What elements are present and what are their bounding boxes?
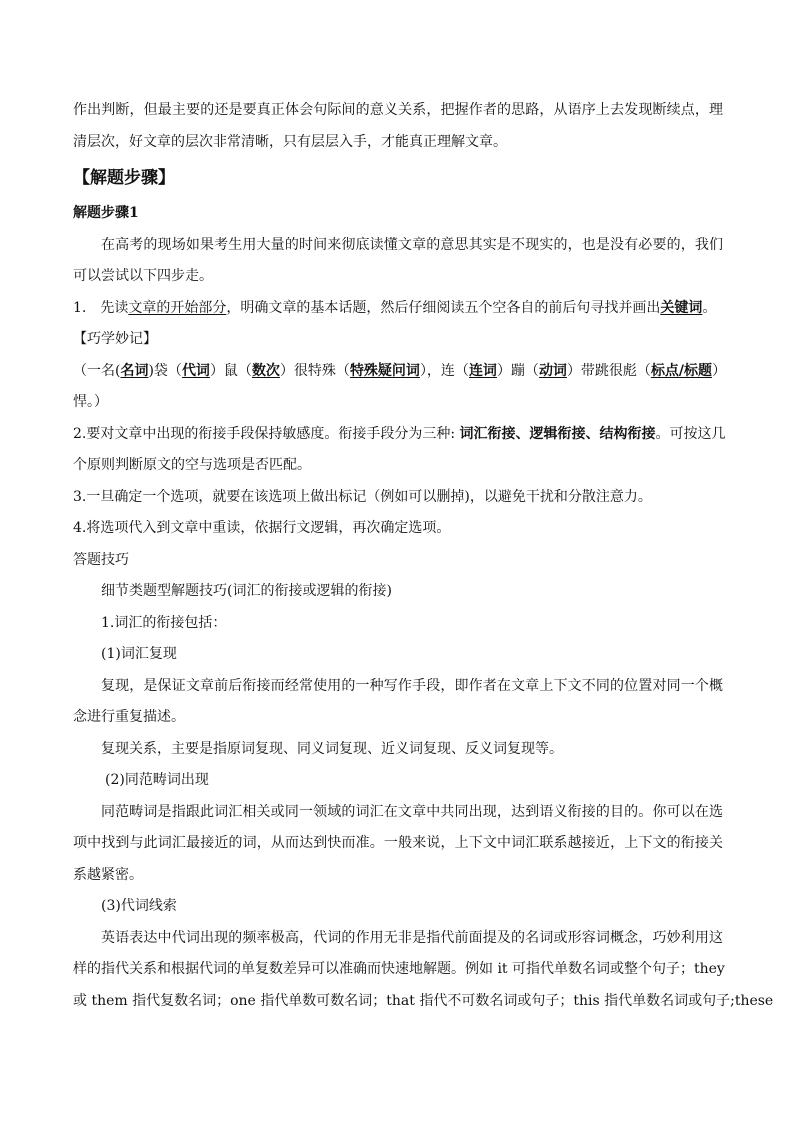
sub3-line-1: 英语表达中代词出现的频率极高，代词的作用无非是指代前面提及的名词或形容词概念，巧妙利用这 xyxy=(101,929,723,946)
mnemonic-key-5: 连词 xyxy=(468,362,497,379)
item-1 xyxy=(73,293,723,325)
mnemonic-seg-8: ） xyxy=(712,362,727,379)
mnemonic-seg-2: )袋（ xyxy=(148,362,182,379)
item-2-line-2: 个原则判断原文的空与选项是否匹配。 xyxy=(73,457,311,473)
document-page xyxy=(73,95,774,1017)
mnemonic-seg-1: （一名( xyxy=(73,362,121,379)
intro-line-2: 清层次，好文章的层次非常清晰，只有层层入手，才能真正理解文章。 xyxy=(73,133,507,150)
item-4: 4.将选项代入到文章中重读，依据行文逻辑，再次确定选项。 xyxy=(73,520,451,536)
para1-line-1: 在高考的现场如果考生用大量的时间来彻底读懂文章的意思其实是不现实的，也是没有必要的，我们 xyxy=(101,236,723,253)
mnemonic-seg-5: ），连（ xyxy=(419,362,469,379)
sub1-para1-line-1: 复现，是保证文章前后衔接而经常使用的一种写作手段，即作者在文章上下文不同的位置对同一个概 xyxy=(101,677,723,694)
item-1-underline-2: 关键词 xyxy=(660,299,703,316)
mnemonic-key-1: 名词 xyxy=(120,362,149,379)
lexical-intro: 1.词汇的衔接包括： xyxy=(101,614,227,631)
item-1-end: 。 xyxy=(702,299,717,316)
item-2-bold: 词汇衔接、逻辑衔接、结构衔接 xyxy=(459,425,656,442)
sub3-title: (3)代词线索 xyxy=(101,898,177,914)
item-1-mid: ，明确文章的基本话题，然后仔细阅读五个空各自的前后句寻找并画出 xyxy=(226,299,661,316)
item-3: 3.一旦确定一个选项，就要在该选项上做出标记（例如可以删掉)，以避免干扰和分散注意力。 xyxy=(73,488,652,505)
mnemonic-seg-4: ）很特殊（ xyxy=(279,362,350,379)
sub3-line-2: 样的指代关系和根据代词的单复数差异可以准确而快速地解题。例如 it 可指代单数名词或整个句子；they xyxy=(73,961,725,977)
mnemonic-seg-6: ）蹦（ xyxy=(496,362,539,379)
item-2-end: 。可按这几 xyxy=(655,425,726,442)
sub2-line-1: 同范畴词是指跟此词汇相关或同一领域的词汇在文章中共同出现，达到语义衔接的目的。你可以在选 xyxy=(101,803,723,820)
sub1-para2: 复现关系，主要是指原词复现、同义词复现、近义词复现、反义词复现等。 xyxy=(101,740,563,757)
mnemonic-seg-7: ）带跳很彪（ xyxy=(566,362,651,379)
item-2-pre: 2.要对文章中出现的衔接手段保持敏感度。衔接手段分为三种: xyxy=(73,425,460,442)
item-1-pre: 1. 先读 xyxy=(73,299,129,316)
mnemonic-label: 【巧学妙记】 xyxy=(73,331,157,347)
section-title: 【解题步骤】 xyxy=(73,168,175,188)
sub1-title: (1)词汇复现 xyxy=(101,646,177,662)
sub3-line-3: 或 them 指代复数名词；one 指代单数可数名词；that 指代不可数名词或句子；this 指代单数名词或句子;these xyxy=(73,992,774,1009)
mnemonic-line-2: 悍。） xyxy=(73,394,108,410)
item-2-line-1 xyxy=(73,419,726,451)
para1-line-2: 可以尝试以下四步走。 xyxy=(73,268,213,284)
intro-line-1: 作出判断，但最主要的还是要真正体会句际间的意义关系，把握作者的思路，从语序上去发现断续点，理 xyxy=(73,102,723,118)
sub2-title: (2)同范畴词出现 xyxy=(105,772,209,788)
mnemonic-key-4: 特殊疑问词 xyxy=(349,362,420,379)
mnemonic-seg-3: ）鼠（ xyxy=(209,362,252,379)
mnemonic-key-2: 代词 xyxy=(181,362,210,379)
item-1-underline-1: 文章的开始部分 xyxy=(128,299,227,316)
mnemonic-key-3: 数次 xyxy=(251,362,280,379)
mnemonic-line-1 xyxy=(73,356,727,388)
mnemonic-key-6: 动词 xyxy=(538,362,567,379)
tips-label: 答题技巧 xyxy=(73,551,129,568)
sub1-para1-line-2: 念进行重复描述。 xyxy=(73,709,185,725)
step1-label: 解题步骤1 xyxy=(73,205,139,221)
sub2-line-3: 系越紧密。 xyxy=(73,866,143,883)
tips-subtitle: 细节类题型解题技巧(词汇的衔接或逻辑的衔接) xyxy=(101,583,392,599)
sub2-line-2: 项中找到与此词汇最接近的词，从而达到快而准。一般来说，上下文中词汇联系越接近，上下文的衔接关 xyxy=(73,835,723,851)
mnemonic-key-7: 标点/标题 xyxy=(650,362,713,379)
